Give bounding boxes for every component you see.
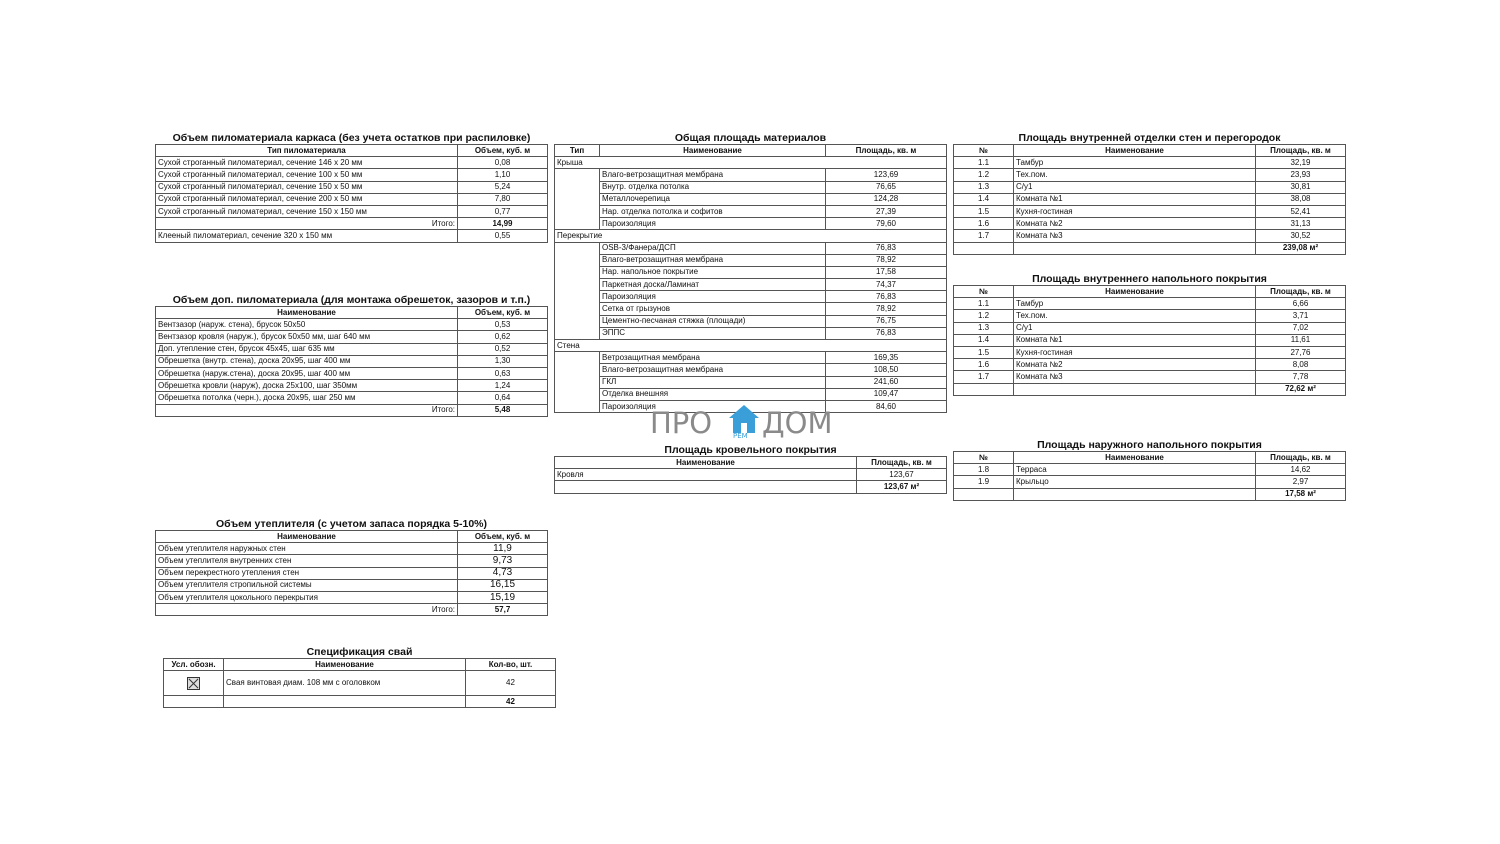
table-row [954,218,1346,230]
table-row [954,298,1346,310]
cell: Кухня-гостиная [1014,346,1256,358]
total-value: 123,67 м² [857,481,947,493]
cell: Тамбур [1014,298,1256,310]
pile-symbol-cell [164,671,224,696]
cell: 1.4 [954,334,1014,346]
table-row [954,371,1346,383]
cell [555,303,600,315]
cell: Вентзазор (наруж. стена), брусок 50х50 [156,319,458,331]
cell: Комната №3 [1014,230,1256,242]
table-row [164,671,556,696]
table-row [555,376,947,388]
table-row [954,181,1346,193]
cell: 1.9 [954,476,1014,488]
total-row [156,218,548,230]
cell: 1.5 [954,346,1014,358]
cell: 0,77 [458,205,548,217]
table-row [954,169,1346,181]
cell: 1.7 [954,371,1014,383]
cell: 16,15 [458,579,548,591]
cell [1014,242,1256,254]
cell: 0,64 [458,392,548,404]
table-row [555,469,947,481]
cell: 3,71 [1256,310,1346,322]
table-row [555,315,947,327]
header-cell: Наименование [600,145,826,157]
cell: Объем утеплителя стропильной системы [156,579,458,591]
cell: Комната №3 [1014,371,1256,383]
cell [555,315,600,327]
group-row [555,230,947,242]
table-row [954,322,1346,334]
cell [555,388,600,400]
cell [555,291,600,303]
materials-table [554,144,947,413]
cell: 108,50 [826,364,947,376]
cell: Обрешетка (наруж.стена), доска 20х95, шаг 400 мм [156,367,458,379]
total-value: 14,99 [458,218,548,230]
table-row [555,266,947,278]
cell: 169,35 [826,352,947,364]
cell: Пароизоляция [600,218,826,230]
header-cell: Наименование [555,457,857,469]
cell [555,364,600,376]
cell: С/у1 [1014,322,1256,334]
table-row [954,346,1346,358]
cell: 241,60 [826,376,947,388]
table-row [156,193,548,205]
cell: Влаго-ветрозащитная мембрана [600,254,826,266]
cell: Объем утеплителя внутренних стен [156,555,458,567]
cell: 1.1 [954,157,1014,169]
total-row [954,383,1346,395]
extra-lumber-block [155,294,548,417]
cell: Сетка от грызунов [600,303,826,315]
table-row [555,352,947,364]
cell: 9,73 [458,555,548,567]
cell: 0,53 [458,319,548,331]
cell [555,193,600,205]
cell: 124,28 [826,193,947,205]
cell: 2,97 [1256,476,1346,488]
table-row [156,392,548,404]
wall-finish-table [953,144,1346,255]
cell: Цементно-песчаная стяжка (площади) [600,315,826,327]
cell: Тех.пом. [1014,310,1256,322]
header-cell: Объем, куб. м [458,307,548,319]
table-row [954,230,1346,242]
cell: 31,13 [1256,218,1346,230]
cell: Отделка внешняя [600,388,826,400]
cell: 32,19 [1256,157,1346,169]
wall-finish-title: Площадь внутренней отделки стен и перегородок [1018,132,1281,144]
total-value: 42 [466,696,556,708]
total-label: Итого: [156,404,458,416]
outer-floor-block [953,439,1346,501]
table-row [555,279,947,291]
table-row [156,543,548,555]
header-cell: № [954,145,1014,157]
cell [555,352,600,364]
outer-floor-title: Площадь наружного напольного покрытия [1037,439,1262,451]
cell: 30,52 [1256,230,1346,242]
logo [650,404,850,442]
group-row [555,340,947,352]
group-row [555,157,947,169]
cell: 8,08 [1256,359,1346,371]
header-cell: Объем, куб. м [458,145,548,157]
cell: 38,08 [1256,193,1346,205]
cell: 23,93 [1256,169,1346,181]
cell: Объем перекрестного утепления стен [156,567,458,579]
total-label: Итого: [156,604,458,616]
total-label: Итого: [156,218,458,230]
header-cell: Усл. обозн. [164,659,224,671]
header-cell: Кол-во, шт. [466,659,556,671]
cell: 14,62 [1256,464,1346,476]
cell: 0,62 [458,331,548,343]
table-row [156,331,548,343]
cell: 27,39 [826,205,947,217]
header-cell: Наименование [1014,452,1256,464]
table-row [156,319,548,331]
cell: 1.6 [954,359,1014,371]
cell: 30,81 [1256,181,1346,193]
table-row [954,464,1346,476]
logo-right-text: ДОМ [762,406,833,440]
materials-title: Общая площадь материалов [674,132,827,144]
cell: Сухой строганный пиломатериал, сечение 150 х 50 мм [156,181,458,193]
cell: 0,08 [458,157,548,169]
table-row [555,218,947,230]
cell: Нар. напольное покрытие [600,266,826,278]
cell: С/у1 [1014,181,1256,193]
cell: Свая винтовая диам. 108 мм с оголовком [224,671,466,696]
extra-lumber-title: Объем доп. пиломатериала (для монтажа обрешеток, зазоров и т.п.) [172,294,531,306]
cell: 79,60 [826,218,947,230]
cell: 84,60 [826,400,947,412]
frame-lumber-block [155,132,548,243]
cell: 76,83 [826,291,947,303]
cell: Кухня-гостиная [1014,205,1256,217]
logo-small-text: РЕМ [733,432,748,440]
cell [224,696,466,708]
cell: Обрешетка (внутр. стена), доска 20х95, шаг 400 мм [156,355,458,367]
cell: Сухой строганный пиломатериал, сечение 100 х 50 мм [156,169,458,181]
cell: 1.1 [954,298,1014,310]
cell: Влаго-ветрозащитная мембрана [600,364,826,376]
cell: 1.7 [954,230,1014,242]
cell: 74,37 [826,279,947,291]
table-row [954,157,1346,169]
cell: 11,61 [1256,334,1346,346]
header-cell: Площадь, кв. м [857,457,947,469]
outer-floor-table [953,451,1346,501]
cell: Объем утеплителя наружных стен [156,543,458,555]
cell: Комната №1 [1014,334,1256,346]
table-row [156,343,548,355]
table-row [156,380,548,392]
cell: 7,80 [458,193,548,205]
cell: 1,30 [458,355,548,367]
cell: 42 [466,671,556,696]
cell [1014,488,1256,500]
cell [555,400,600,412]
cell: Пароизоляция [600,291,826,303]
cell: 27,76 [1256,346,1346,358]
header-cell: Наименование [156,531,458,543]
table-row [555,242,947,254]
cell [555,242,600,254]
cell: Влаго-ветрозащитная мембрана [600,169,826,181]
cell: Обрешетка потолка (черн.), доска 20х95, шаг 250 мм [156,392,458,404]
cell [954,488,1014,500]
header-cell: Площадь, кв. м [826,145,947,157]
cell [555,205,600,217]
table-row [156,230,548,242]
cell: 123,69 [826,169,947,181]
table-row [555,327,947,339]
cell: Паркетная доска/Ламинат [600,279,826,291]
cell: Металлочерепица [600,193,826,205]
cell: 17,58 [826,266,947,278]
table-row [156,367,548,379]
total-row [156,404,548,416]
cell: 0,55 [458,230,548,242]
cell: Тамбур [1014,157,1256,169]
roofing-table [554,456,947,494]
total-row [156,604,548,616]
cell: Пароизоляция [600,400,826,412]
total-value: 5,48 [458,404,548,416]
group-type-label: Стена [555,340,947,352]
cell: 76,75 [826,315,947,327]
group-type-label: Перекрытие [555,230,947,242]
header-cell: Наименование [224,659,466,671]
cell [1014,383,1256,395]
cell [555,327,600,339]
cell: 76,65 [826,181,947,193]
cell: 7,78 [1256,371,1346,383]
insulation-block [155,518,548,616]
cell: 1.5 [954,205,1014,217]
cell: 0,63 [458,367,548,379]
piles-title: Спецификация свай [306,646,413,658]
materials-block [554,132,947,413]
cell: 1.2 [954,310,1014,322]
frame-lumber-table [155,144,548,243]
header-cell: Объем, куб. м [458,531,548,543]
total-value: 17,58 м² [1256,488,1346,500]
house-icon [728,404,760,434]
cell: Сухой строганный пиломатериал, сечение 200 х 50 мм [156,193,458,205]
header-cell: Тип [555,145,600,157]
cell: ГКЛ [600,376,826,388]
table-row [954,476,1346,488]
cell: 1,24 [458,380,548,392]
cell: 1.3 [954,181,1014,193]
table-row [156,181,548,193]
cell: Обрешетка кровли (наруж), доска 25х100, шаг 350мм [156,380,458,392]
piles-block [163,646,556,708]
cell: Вентзазор кровля (наруж.), брусок 50х50 мм, шаг 640 мм [156,331,458,343]
insulation-table [155,530,548,616]
cell: 6,66 [1256,298,1346,310]
cell: Объем утеплителя цокольного перекрытия [156,591,458,603]
piles-table [163,658,556,708]
table-row [555,291,947,303]
cell: 1.8 [954,464,1014,476]
cell: 15,19 [458,591,548,603]
cell: 5,24 [458,181,548,193]
table-row [954,205,1346,217]
table-row [954,310,1346,322]
table-row [156,205,548,217]
cell: 78,92 [826,303,947,315]
inner-floor-table [953,285,1346,396]
header-cell: Площадь, кв. м [1256,286,1346,298]
cell: 1.4 [954,193,1014,205]
header-cell: Площадь, кв. м [1256,145,1346,157]
header-cell: Наименование [1014,145,1256,157]
table-row [555,254,947,266]
inner-floor-title: Площадь внутреннего напольного покрытия [1032,273,1267,285]
cell: Комната №1 [1014,193,1256,205]
cell: 1,10 [458,169,548,181]
cell: OSB-3/Фанера/ДСП [600,242,826,254]
cell: Комната №2 [1014,218,1256,230]
total-value: 72,62 м² [1256,383,1346,395]
header-cell: Наименование [156,307,458,319]
cell [954,383,1014,395]
cell: Кровля [555,469,857,481]
cell: ЭППС [600,327,826,339]
cell: 76,83 [826,327,947,339]
cell: 123,67 [857,469,947,481]
cell: 76,83 [826,242,947,254]
total-value: 239,08 м² [1256,242,1346,254]
cell [954,242,1014,254]
cell: 0,52 [458,343,548,355]
table-row [156,355,548,367]
inner-floor-block [953,273,1346,396]
table-row [156,567,548,579]
header-cell: Площадь, кв. м [1256,452,1346,464]
screw-pile-icon [187,677,200,690]
cell: Клееный пиломатериал, сечение 320 х 150 мм [156,230,458,242]
cell: 109,47 [826,388,947,400]
table-row [954,359,1346,371]
logo-left-text: ПРО [650,406,713,440]
table-row [555,169,947,181]
cell [555,376,600,388]
insulation-title: Объем утеплителя (с учетом запаса порядка 5-10%) [215,518,488,530]
table-row [555,193,947,205]
cell [555,218,600,230]
table-row [156,157,548,169]
cell: Терраса [1014,464,1256,476]
cell: Ветрозащитная мембрана [600,352,826,364]
table-row [156,169,548,181]
cell: Комната №2 [1014,359,1256,371]
cell: 4,73 [458,567,548,579]
header-cell: № [954,452,1014,464]
header-cell: Тип пиломатериала [156,145,458,157]
roofing-block [554,444,947,494]
cell [555,279,600,291]
cell: Тех.пом. [1014,169,1256,181]
header-cell: Наименование [1014,286,1256,298]
table-row [555,364,947,376]
total-value: 57,7 [458,604,548,616]
cell: Сухой строганный пиломатериал, сечение 150 х 150 мм [156,205,458,217]
table-row [156,555,548,567]
table-row [156,591,548,603]
total-row [164,696,556,708]
cell [555,266,600,278]
cell [555,481,857,493]
cell [555,254,600,266]
group-type-label: Крыша [555,157,947,169]
extra-lumber-table [155,306,548,417]
frame-lumber-title: Объем пиломатериала каркаса (без учета остатков при распиловке) [172,132,531,144]
roofing-title: Площадь кровельного покрытия [664,444,837,456]
table-row [954,334,1346,346]
total-row [555,481,947,493]
header-cell: № [954,286,1014,298]
cell: 78,92 [826,254,947,266]
wall-finish-block [953,132,1346,255]
cell [555,181,600,193]
cell: Доп. утепление стен, брусок 45х45, шаг 635 мм [156,343,458,355]
table-row [555,303,947,315]
cell: Внутр. отделка потолка [600,181,826,193]
table-row [555,388,947,400]
cell: 1.6 [954,218,1014,230]
cell: 7,02 [1256,322,1346,334]
cell: 11,9 [458,543,548,555]
cell [555,169,600,181]
table-row [555,181,947,193]
total-row [954,242,1346,254]
cell: Нар. отделка потолка и софитов [600,205,826,217]
table-row [156,579,548,591]
cell: 1.2 [954,169,1014,181]
total-row [954,488,1346,500]
table-row [555,205,947,217]
cell: 1.3 [954,322,1014,334]
cell: 52,41 [1256,205,1346,217]
cell [164,696,224,708]
cell: Крыльцо [1014,476,1256,488]
cell: Сухой строганный пиломатериал, сечение 146 х 20 мм [156,157,458,169]
table-row [954,193,1346,205]
